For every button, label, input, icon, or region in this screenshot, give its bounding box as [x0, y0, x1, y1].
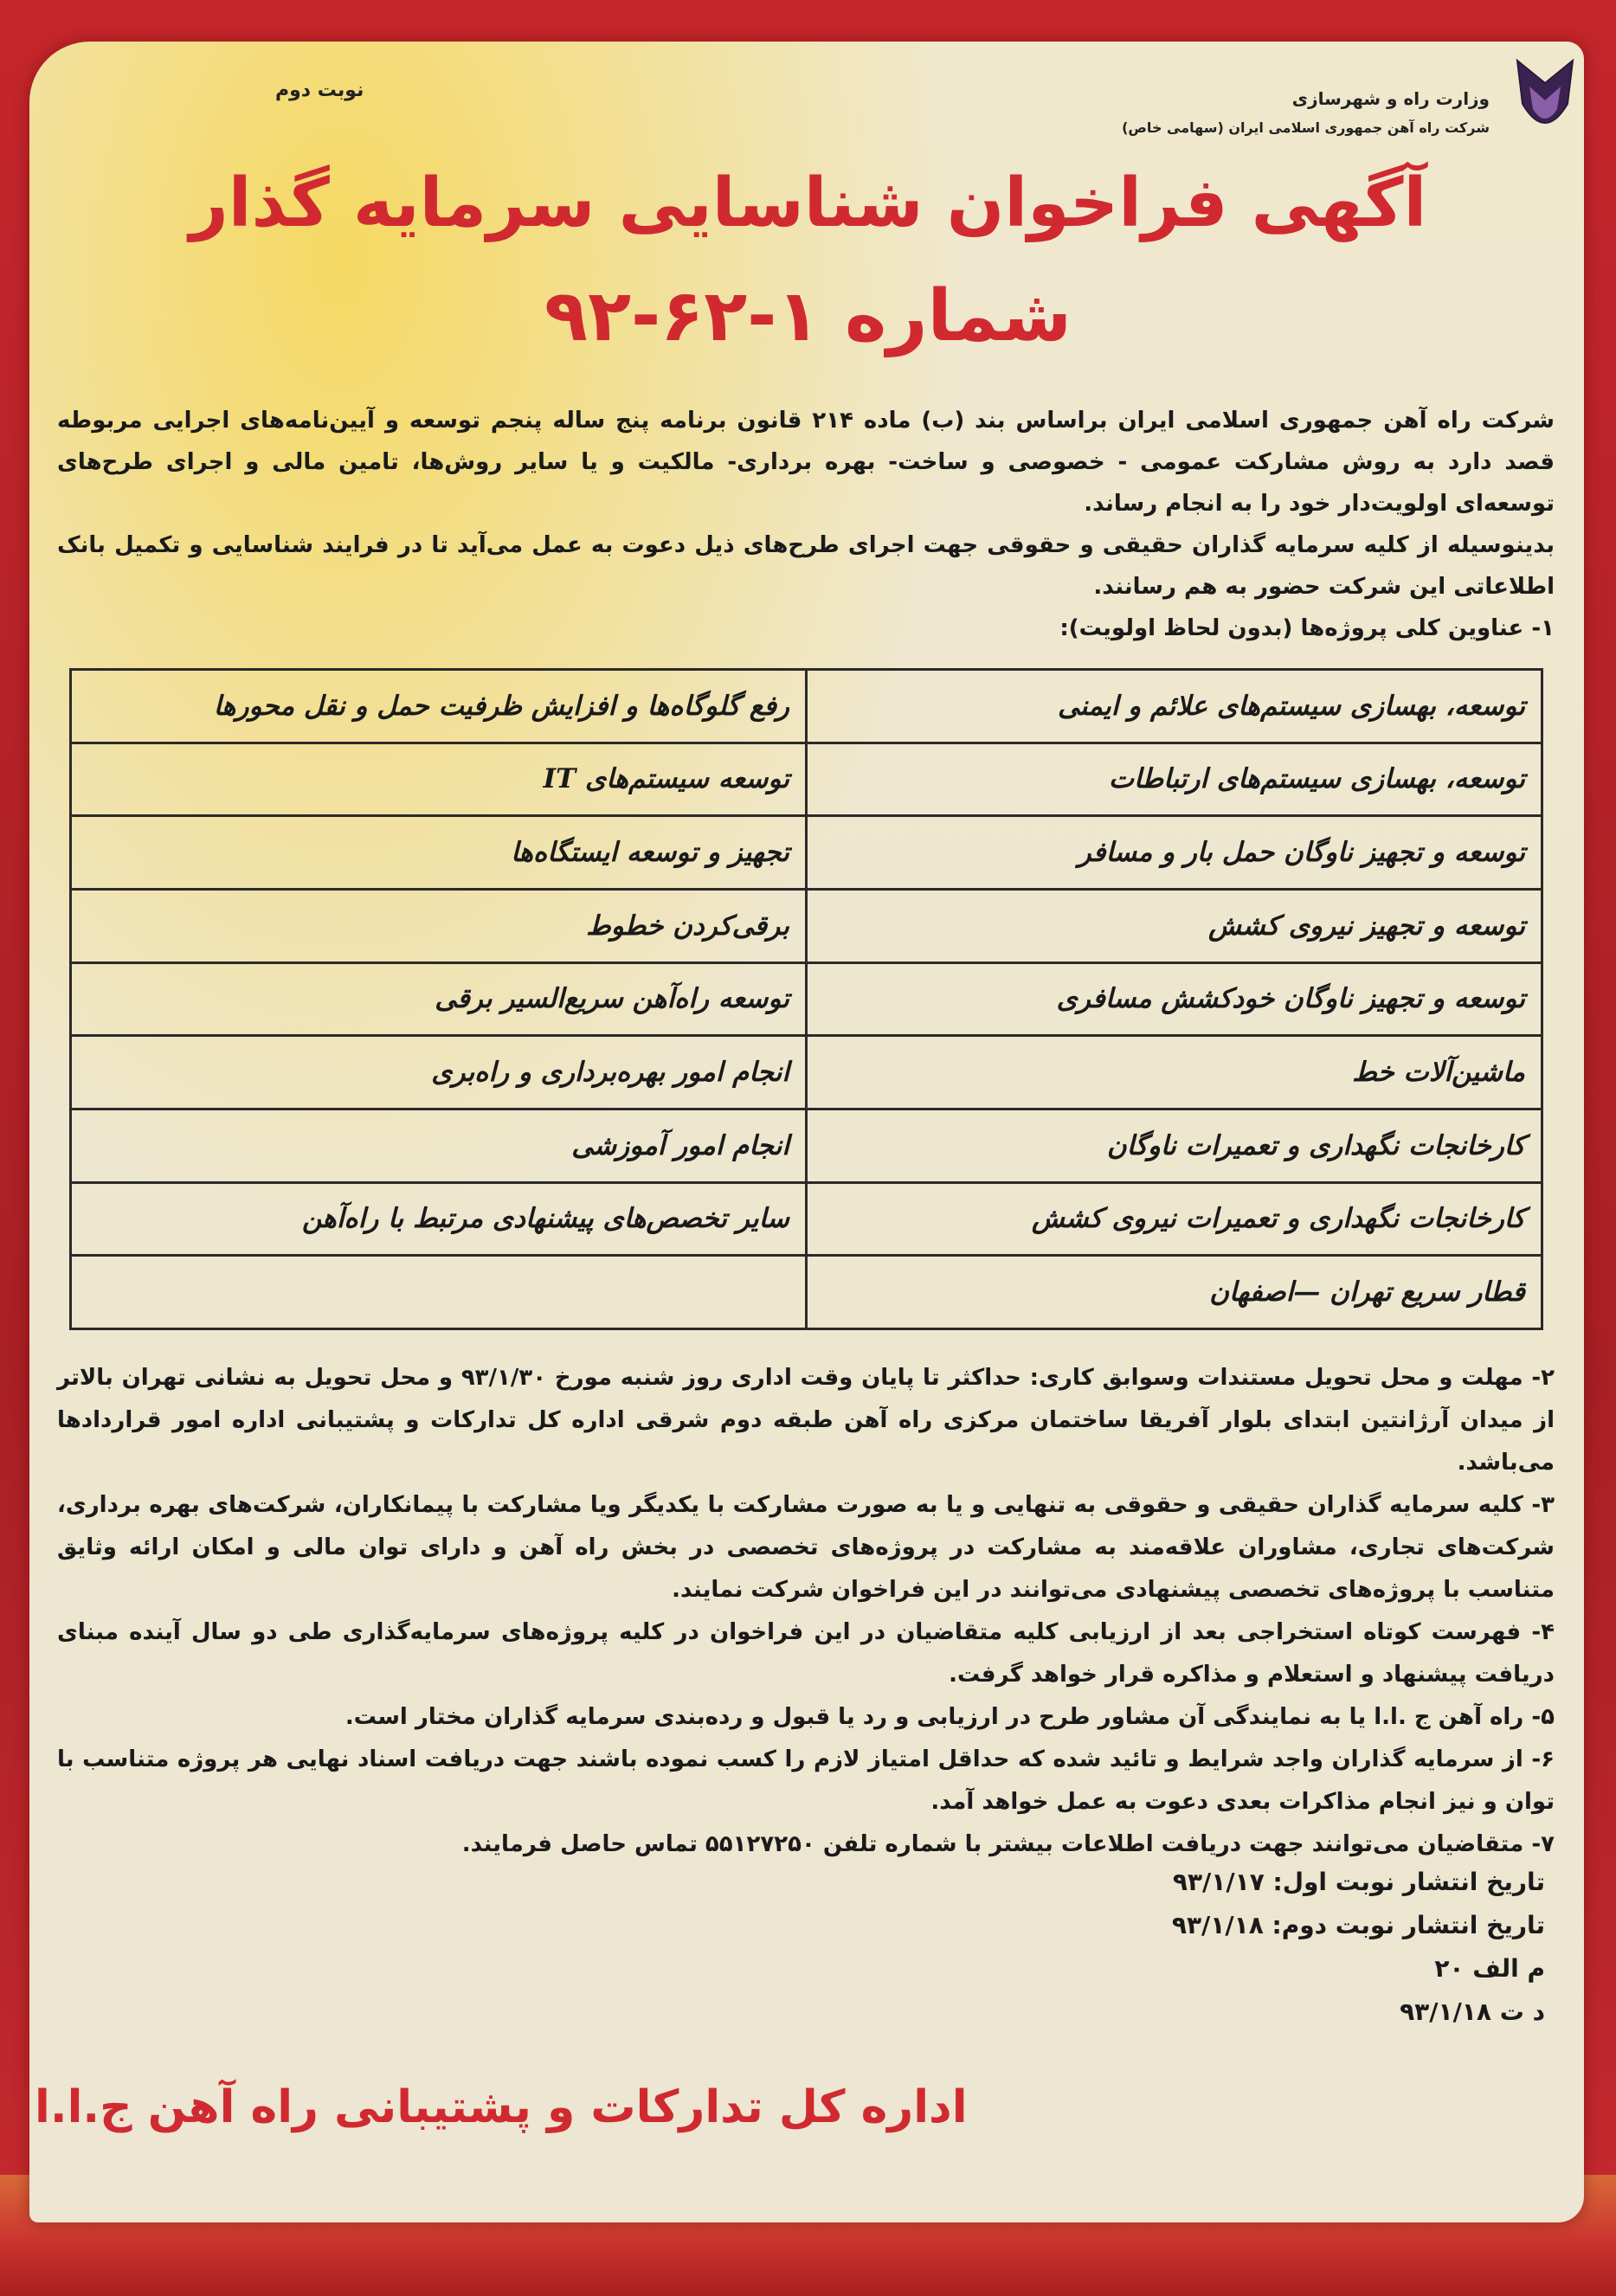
- intro-paragraph: شرکت راه آهن جمهوری اسلامی ایران براساس بند (ب) ماده ۲۱۴ قانون برنامه پنج ساله پنجم توسعه و آیین‌نامه‌های اجرایی مربوطه قصد دارد به روش مشارکت عمومی - خصوصی و ساخت- بهره برداری- مالکیت و یا سایر روش‌ها، تامین مالی و اجرای طرح‌های توسعه‌ای اولویت‌دار خود را به انجام رساند.: [57, 408, 1555, 517]
- project-cell-left: انجام امور آموزشی: [71, 1109, 807, 1182]
- projects-heading: ۱- عناوین کلی پروژه‌ها (بدون لحاظ اولویت):: [1059, 615, 1555, 641]
- project-cell-right: کارخانجات نگهداری و تعمیرات ناوگان: [807, 1109, 1542, 1182]
- invitation-paragraph: بدینوسیله از کلیه سرمایه گذاران حقیقی و حقوقی جهت اجرای طرح‌های ذیل دعوت به عمل می‌آید تا در فرایند شناسایی و تکمیل بانک اطلاعاتی این شرکت حضور به هم رسانند.: [57, 532, 1555, 600]
- note-item: ۶- از سرمایه گذاران واجد شرایط و تائید شده که حداقل امتیاز لازم را کسب نموده باشند جهت دریافت اسناد نهایی هر پروژه متناسب با توان و نیز انجام مذاکرات بعدی دعوت به عمل خواهد آمد.: [57, 1746, 1555, 1815]
- project-cell-left: برقی‌کردن خطوط: [71, 889, 807, 962]
- project-cell-right: توسعه، بهسازی سیستم‌های ارتباطات: [807, 743, 1542, 816]
- project-cell-left: توسعه راه‌آهن سریع‌السیر برقی: [71, 962, 807, 1036]
- railway-logo-icon: [1510, 52, 1580, 147]
- ministry-name: وزارت راه و شهرسازی: [1291, 88, 1490, 109]
- date-line: تاریخ انتشار نوبت دوم: ۹۳/۱/۱۸: [1171, 1911, 1545, 1939]
- date-line: د ت ۹۳/۱/۱۸: [1400, 1997, 1545, 2026]
- call-number: شماره ۱-۶۲-۹۲: [544, 275, 1072, 357]
- projects-table: [69, 668, 1543, 1330]
- project-cell-left: انجام امور بهره‌برداری و راه‌بری: [71, 1036, 807, 1109]
- table-row: [71, 743, 1542, 816]
- table-row: [71, 1109, 1542, 1182]
- project-cell-left: [71, 1256, 807, 1329]
- footer-issuer: اداره کل تدارکات و پشتیبانی راه آهن ج.ا.ا: [35, 2081, 968, 2133]
- notes-list: [57, 1357, 1555, 1866]
- date-line: م الف ۲۰: [1434, 1954, 1545, 1983]
- publication-turn: نوبت دوم: [275, 80, 364, 101]
- note-item: ۲- مهلت و محل تحویل مستندات وسوابق کاری: حداکثر تا پایان وقت اداری روز شنبه مورخ ۹۳/۱/۳۰ و محل تحویل به نشانی تهران بالاتر از میدان آرژانتین ابتدای بلوار آفریقا ساختمان مرکزی راه آهن طبقه دوم شرقی اداره کل تدارکات و پشتیبانی اداره امور قراردادها می‌باشد.: [57, 1365, 1555, 1476]
- project-cell-right: ماشین‌آلات خط: [807, 1036, 1542, 1109]
- project-cell-left: تجهیز و توسعه ایستگاه‌ها: [71, 816, 807, 890]
- project-cell-right: قطار سریع تهران —اصفهان: [807, 1256, 1542, 1329]
- table-row: [71, 889, 1542, 962]
- project-cell-left: رفع گلوگاه‌ها و افزایش ظرفیت حمل و نقل محورها: [71, 670, 807, 743]
- table-row: [71, 962, 1542, 1036]
- project-cell-right: توسعه و تجهیز ناوگان حمل بار و مسافر: [807, 816, 1542, 890]
- company-name: شرکت راه آهن جمهوری اسلامی ایران (سهامی خاص): [1122, 119, 1490, 136]
- table-row: [71, 816, 1542, 890]
- table-row: [71, 1182, 1542, 1256]
- note-item: ۳- کلیه سرمایه گذاران حقیقی و حقوقی به تنهایی و یا به صورت مشارکت با یکدیگر ویا مشارکت با پیمانکاران، شرکت‌های بهره برداری، شرکت‌های تجاری، مشاوران علاقه‌مند به مشارکت در پروژه‌های تخصصی در بخش راه آهن و دارای توان مالی و امکان ارائه وثایق متناسب با پروژه‌های تخصصی پیشنهادی می‌توانند در این فراخوان شرکت نمایند.: [57, 1492, 1555, 1603]
- note-item: ۵- راه آهن ج .ا.ا یا به نمایندگی آن مشاور طرح در ارزیابی و رد یا قبول و رده‌بندی سرمایه گذاران مختار است.: [344, 1704, 1555, 1730]
- project-cell-right: توسعه و تجهیز ناوگان خودکشش مسافری: [807, 962, 1542, 1036]
- table-row: [71, 670, 1542, 743]
- project-cell-left: توسعه سیستم‌های IT: [71, 743, 807, 816]
- project-cell-right: توسعه، بهسازی سیستم‌های علائم و ایمنی: [807, 670, 1542, 743]
- page-title: آگهی فراخوان شناسایی سرمایه گذار: [189, 164, 1427, 242]
- project-cell-left: سایر تخصص‌های پیشنهادی مرتبط با راه‌آهن: [71, 1182, 807, 1256]
- project-cell-right: کارخانجات نگهداری و تعمیرات نیروی کشش: [807, 1182, 1542, 1256]
- note-item: ۴- فهرست کوتاه استخراجی بعد از ارزیابی کلیه متقاضیان در این فراخوان در کلیه پروژه‌های سرمایه‌گذاری طی دو سال آینده مبنای دریافت پیشنهاد و استعلام و مذاکره قرار خواهد گرفت.: [57, 1619, 1555, 1688]
- table-row: [71, 1036, 1542, 1109]
- date-line: تاریخ انتشار نوبت اول: ۹۳/۱/۱۷: [1172, 1868, 1545, 1896]
- table-row: [71, 1256, 1542, 1329]
- publication-dates: [1172, 1861, 1545, 2034]
- project-cell-right: توسعه و تجهیز نیروی کشش: [807, 889, 1542, 962]
- note-item: ۷- متقاضیان می‌توانند جهت دریافت اطلاعات بیشتر با شماره تلفن ۵۵۱۲۷۲۵۰ تماس حاصل فرمایند.: [461, 1831, 1555, 1857]
